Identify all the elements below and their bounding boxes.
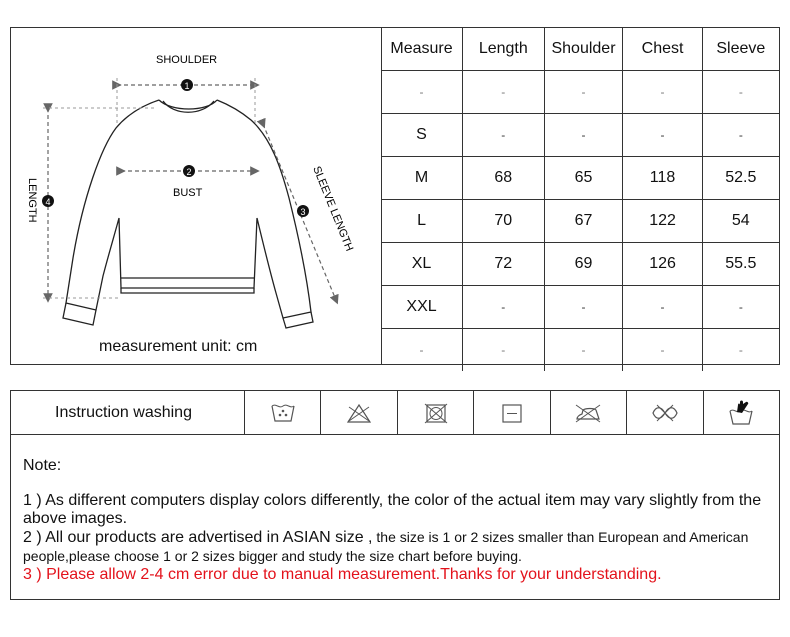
- table-cell: -: [463, 286, 545, 329]
- table-cell: -: [544, 114, 623, 157]
- note-section: [10, 434, 780, 600]
- table-cell: -: [702, 286, 779, 329]
- measurement-unit: measurement unit: cm: [99, 338, 258, 355]
- table-cell: M: [381, 157, 463, 200]
- washing-label: Instruction washing: [11, 391, 245, 434]
- table-cell: 72: [463, 243, 545, 286]
- table-cell: -: [623, 329, 702, 372]
- note-line-2: [23, 528, 767, 566]
- num-4: 4: [45, 197, 51, 207]
- num-3: 3: [300, 207, 306, 217]
- table-cell: -: [623, 286, 702, 329]
- num-2: 2: [186, 167, 192, 177]
- note-line-2b: the size is 1 or 2 sizes smaller than European and American people,please choose 1 or 2 sizes bigger and study the size chart before buying.: [23, 529, 749, 564]
- table-cell: 118: [623, 157, 702, 200]
- washing-instructions: [10, 390, 780, 435]
- no-bleach-icon: [321, 391, 397, 434]
- table-cell: S: [381, 114, 463, 157]
- table-cell: -: [702, 114, 779, 157]
- shoulder-label: SHOULDER: [156, 54, 218, 66]
- table-cell: 52.5: [702, 157, 779, 200]
- table-row: [381, 243, 779, 286]
- table-cell: 68: [463, 157, 545, 200]
- table-header-cell: Chest: [623, 28, 702, 71]
- table-row: [381, 286, 779, 329]
- table-cell: -: [702, 329, 779, 372]
- table-cell: 126: [623, 243, 702, 286]
- table-header-cell: Measure: [381, 28, 463, 71]
- table-header-cell: Length: [463, 28, 545, 71]
- table-cell: 70: [463, 200, 545, 243]
- table-header-row: [381, 28, 779, 71]
- table-cell: -: [463, 114, 545, 157]
- no-dry-clean-icon: [627, 391, 703, 434]
- num-1: 1: [184, 81, 190, 91]
- iron-low-icon: [551, 391, 627, 434]
- table-cell: XXL: [381, 286, 463, 329]
- table-cell: 65: [544, 157, 623, 200]
- table-row: [381, 71, 779, 114]
- wash-30-icon: [245, 391, 321, 434]
- size-table: [381, 28, 779, 371]
- table-row: [381, 157, 779, 200]
- sweater-drawing: [11, 28, 381, 364]
- table-row: [381, 329, 779, 372]
- note-title: Note:: [23, 457, 62, 474]
- table-cell: -: [544, 286, 623, 329]
- table-cell: 67: [544, 200, 623, 243]
- bust-label: BUST: [173, 187, 203, 199]
- table-header-cell: Shoulder: [544, 28, 623, 71]
- table-cell: L: [381, 200, 463, 243]
- table-cell: 55.5: [702, 243, 779, 286]
- table-header-cell: Sleeve: [702, 28, 779, 71]
- table-cell: -: [544, 329, 623, 372]
- dry-flat-icon: [474, 391, 550, 434]
- table-cell: 54: [702, 200, 779, 243]
- table-cell: -: [381, 329, 463, 372]
- sleeve-length-label: SLEEVE LENGTH: [310, 164, 356, 254]
- note-line-2a: 2 ) All our products are advertised in ASIAN size ,: [23, 529, 373, 546]
- size-chart-panel: [10, 27, 780, 365]
- table-cell: 69: [544, 243, 623, 286]
- table-cell: 122: [623, 200, 702, 243]
- table-cell: -: [463, 329, 545, 372]
- table-cell: -: [623, 71, 702, 114]
- sweater-illustration: [11, 28, 382, 364]
- no-tumble-dry-icon: [398, 391, 474, 434]
- note-line-1: 1 ) As different computers display colors differently, the color of the actual item may vary slightly from the above images.: [23, 492, 762, 527]
- length-label: LENGTH: [26, 178, 38, 223]
- table-cell: -: [463, 71, 545, 114]
- table-cell: XL: [381, 243, 463, 286]
- table-cell: -: [623, 114, 702, 157]
- table-cell: -: [381, 71, 463, 114]
- table-row: [381, 200, 779, 243]
- hand-wash-icon: [704, 391, 779, 434]
- note-line-3: 3 ) Please allow 2-4 cm error due to manual measurement.Thanks for your understanding.: [23, 566, 662, 583]
- table-row: [381, 114, 779, 157]
- table-cell: -: [702, 71, 779, 114]
- table-cell: -: [544, 71, 623, 114]
- sweater-outline: [63, 100, 313, 328]
